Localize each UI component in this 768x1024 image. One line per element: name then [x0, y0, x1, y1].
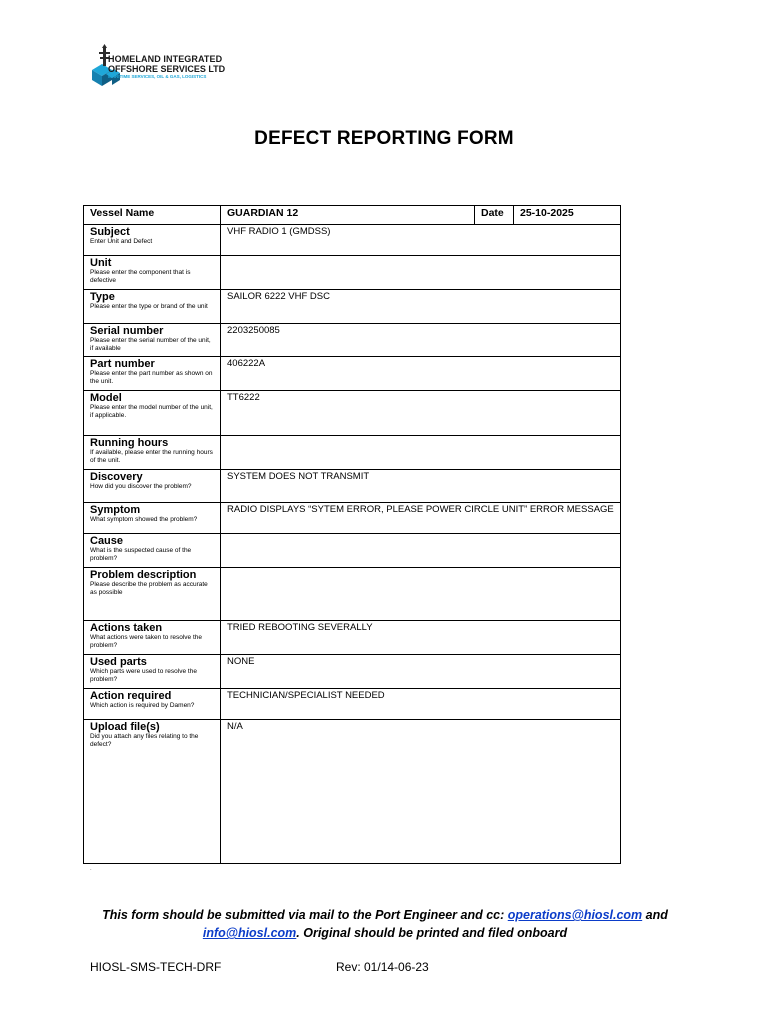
row-label: Problem description: [90, 569, 197, 581]
note-text-1: This form should be submitted via mail to the Port Engineer and cc:: [102, 908, 508, 922]
row-hint: Please enter the component that is defective: [90, 269, 191, 284]
form-row: [84, 621, 621, 655]
row-label: Unit: [90, 257, 112, 269]
part-number-value[interactable]: 406222A: [221, 357, 621, 391]
cause-value[interactable]: [221, 534, 621, 568]
note-text-2: and: [642, 908, 668, 922]
company-name: [108, 54, 225, 80]
header-row: [84, 206, 621, 225]
model-value[interactable]: TT6222: [221, 391, 621, 436]
form-row: [84, 225, 621, 256]
row-hint: Did you attach any files relating to the defect?: [90, 733, 199, 748]
row-label: Discovery: [90, 471, 143, 483]
defect-form-table: [83, 205, 621, 864]
serial-number-value[interactable]: 2203250085: [221, 324, 621, 357]
date-label: Date: [475, 206, 514, 225]
row-hint: If available, please enter the running hours of the unit.: [90, 449, 213, 464]
company-name-line-1: HOMELAND INTEGRATED: [108, 54, 223, 64]
row-label-cell: [84, 436, 221, 470]
company-name-line-2: OFFSHORE SERVICES LTD: [108, 64, 226, 74]
row-hint: Which action is required by Damen?: [90, 702, 195, 709]
vessel-name-label: Vessel Name: [84, 206, 221, 225]
row-label-cell: [84, 357, 221, 391]
row-label-cell: [84, 534, 221, 568]
row-label: Type: [90, 291, 115, 303]
row-label-cell: [84, 621, 221, 655]
row-hint: What actions were taken to resolve the problem?: [90, 634, 203, 649]
row-label-cell: [84, 290, 221, 324]
row-label: Symptom: [90, 504, 141, 516]
revision-number: Rev: 01/14-06-23: [336, 960, 429, 974]
action-required-value[interactable]: TECHNICIAN/SPECIALIST NEEDED: [221, 689, 621, 720]
form-row: [84, 470, 621, 503]
actions-taken-value[interactable]: TRIED REBOOTING SEVERALLY: [221, 621, 621, 655]
row-label: Actions taken: [90, 622, 163, 634]
row-label-cell: [84, 256, 221, 290]
form-row: [84, 391, 621, 436]
page-title: DEFECT REPORTING FORM: [254, 128, 514, 149]
vessel-name-value[interactable]: GUARDIAN 12: [221, 206, 475, 225]
form-row: [84, 290, 621, 324]
form-row: [84, 655, 621, 689]
form-row: [84, 534, 621, 568]
row-hint: Which parts were used to resolve the problem?: [90, 668, 197, 683]
row-hint: Please describe the problem as accurate as possible: [90, 581, 208, 596]
row-label-cell: [84, 503, 221, 534]
row-hint: What symptom showed the problem?: [90, 516, 198, 523]
upload-files-value[interactable]: N/A: [221, 720, 621, 864]
row-hint: Please enter the model number of the unit, if applicable.: [90, 404, 213, 419]
row-label-cell: [84, 391, 221, 436]
document-code: HIOSL-SMS-TECH-DRF: [90, 960, 222, 974]
row-label-cell: [84, 655, 221, 689]
row-hint: Please enter the type or brand of the unit: [90, 303, 208, 310]
operations-email-link[interactable]: operations@hiosl.com: [507, 908, 643, 922]
form-row: [84, 324, 621, 357]
discovery-value[interactable]: SYSTEM DOES NOT TRANSMIT: [221, 470, 621, 503]
row-label: Model: [90, 392, 122, 404]
info-email-link[interactable]: info@hiosl.com: [202, 926, 297, 940]
type-value[interactable]: SAILOR 6222 VHF DSC: [221, 290, 621, 324]
date-value[interactable]: 25-10-2025: [514, 206, 621, 225]
note-text-3: . Original should be printed and filed onboard: [296, 926, 568, 940]
problem-description-value[interactable]: [221, 568, 621, 621]
row-label: Upload file(s): [90, 721, 160, 733]
row-label-cell: [84, 225, 221, 256]
row-hint: Enter Unit and Defect: [90, 238, 153, 245]
symptom-value[interactable]: RADIO DISPLAYS “SYTEM ERROR, PLEASE POWER CIRCLE UNIT” ERROR MESSAGE: [221, 503, 621, 534]
form-row: [84, 720, 621, 864]
form-row: [84, 256, 621, 290]
submission-note: [100, 906, 670, 942]
row-label: Cause: [90, 535, 124, 547]
row-label-cell: [84, 324, 221, 357]
form-row: [84, 689, 621, 720]
row-label: Used parts: [90, 656, 147, 668]
subject-value[interactable]: VHF RADIO 1 (GMDSS): [221, 225, 621, 256]
form-row: [84, 503, 621, 534]
form-row: [84, 436, 621, 470]
row-label: Action required: [90, 690, 172, 702]
row-label: Running hours: [90, 437, 169, 449]
stray-mark: .: [90, 866, 92, 872]
row-hint: Please enter the part number as shown on the unit.: [90, 370, 213, 385]
row-label-cell: [84, 568, 221, 621]
unit-value[interactable]: [221, 256, 621, 290]
running-hours-value[interactable]: [221, 436, 621, 470]
row-label: Part number: [90, 358, 155, 370]
row-hint: Please enter the serial number of the unit, if available: [90, 337, 211, 352]
row-hint: What is the suspected cause of the problem?: [90, 547, 192, 562]
row-hint: How did you discover the problem?: [90, 483, 192, 490]
company-tagline: MARITIME SERVICES, OIL & GAS, LOGISTICS: [108, 74, 207, 79]
form-row: [84, 357, 621, 391]
row-label: Subject: [90, 226, 130, 238]
row-label: Serial number: [90, 325, 164, 337]
row-label-cell: [84, 720, 221, 864]
row-label-cell: [84, 470, 221, 503]
form-row: [84, 568, 621, 621]
row-label-cell: [84, 689, 221, 720]
used-parts-value[interactable]: NONE: [221, 655, 621, 689]
